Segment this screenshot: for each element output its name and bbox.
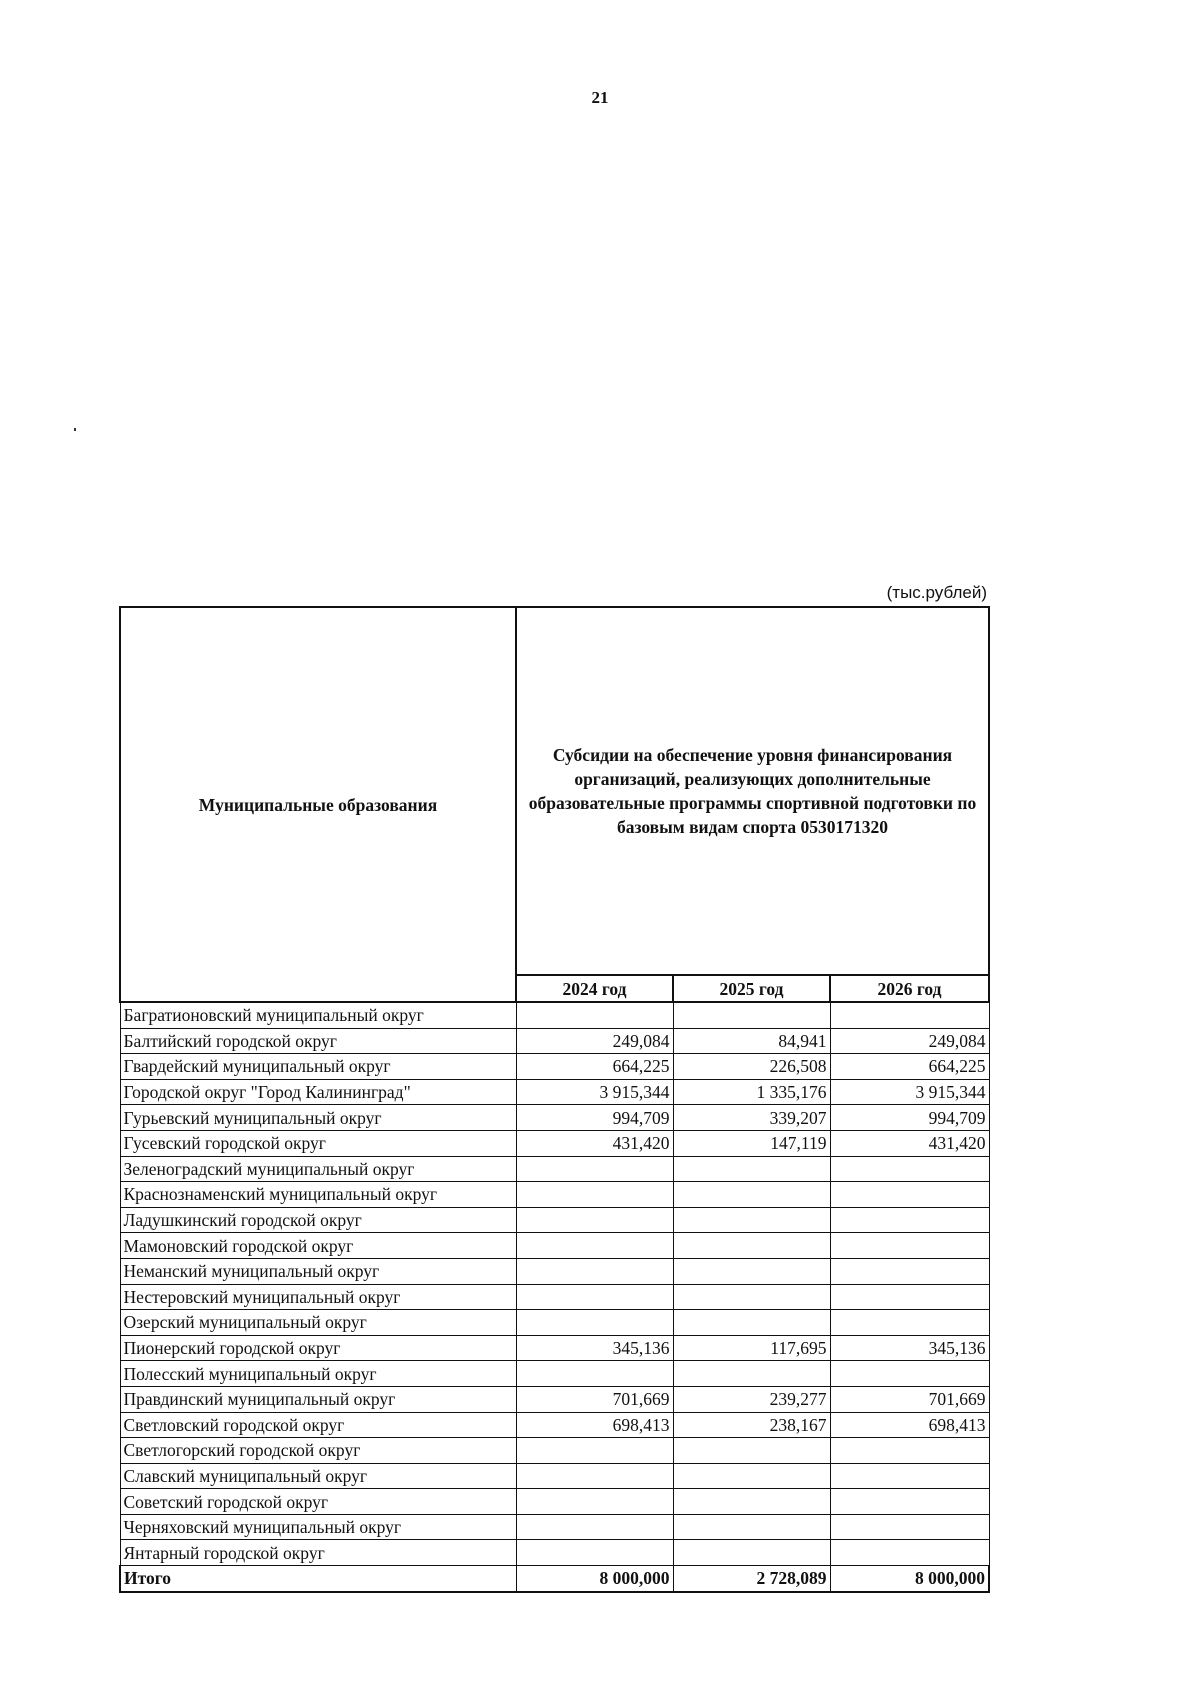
municipality-name: Правдинский муниципальный округ <box>120 1386 516 1412</box>
total-2026: 8 000,000 <box>830 1566 989 1592</box>
value-2025: 239,277 <box>673 1386 830 1412</box>
value-2025 <box>673 1361 830 1387</box>
value-2025: 117,695 <box>673 1335 830 1361</box>
value-2026 <box>830 1233 989 1259</box>
value-2024: 3 915,344 <box>516 1079 673 1105</box>
table-row <box>120 1386 989 1412</box>
value-2026 <box>830 1361 989 1387</box>
table-header <box>120 607 989 1002</box>
municipality-name: Гвардейский муниципальный округ <box>120 1054 516 1080</box>
municipality-name: Гурьевский муниципальный округ <box>120 1105 516 1131</box>
value-2026: 3 915,344 <box>830 1079 989 1105</box>
municipality-name: Озерский муниципальный округ <box>120 1310 516 1336</box>
table-row <box>120 1412 989 1438</box>
municipality-name: Балтийский городской округ <box>120 1028 516 1054</box>
value-2026 <box>830 1310 989 1336</box>
value-2026: 249,084 <box>830 1028 989 1054</box>
header-subsidy-title: Субсидии на обеспечение уровня финансирования организаций, реализующих дополнительные образовательные программы спортивной подготовки по базовым видам спорта 0530171320 <box>516 607 989 975</box>
municipality-name: Янтарный городской округ <box>120 1540 516 1566</box>
value-2025 <box>673 1207 830 1233</box>
value-2025: 226,508 <box>673 1054 830 1080</box>
table-row <box>120 1258 989 1284</box>
total-row <box>120 1566 989 1592</box>
value-2024: 249,084 <box>516 1028 673 1054</box>
value-2025: 147,119 <box>673 1130 830 1156</box>
value-2024 <box>516 1207 673 1233</box>
municipality-name: Багратионовский муниципальный округ <box>120 1002 516 1028</box>
municipality-name: Ладушкинский городской округ <box>120 1207 516 1233</box>
value-2026 <box>830 1182 989 1208</box>
municipality-name: Мамоновский городской округ <box>120 1233 516 1259</box>
value-2026: 431,420 <box>830 1130 989 1156</box>
header-row <box>120 607 989 975</box>
table-row <box>120 1284 989 1310</box>
table-row <box>120 1028 989 1054</box>
value-2026 <box>830 1463 989 1489</box>
value-2026 <box>830 1514 989 1540</box>
value-2024 <box>516 1540 673 1566</box>
municipality-name: Светловский городской округ <box>120 1412 516 1438</box>
value-2024 <box>516 1514 673 1540</box>
value-2025 <box>673 1310 830 1336</box>
value-2025 <box>673 1438 830 1464</box>
year-2024-header: 2024 год <box>516 975 673 1002</box>
table-row <box>120 1310 989 1336</box>
value-2026 <box>830 1258 989 1284</box>
value-2026 <box>830 1207 989 1233</box>
value-2024: 994,709 <box>516 1105 673 1131</box>
scan-speck <box>74 428 76 431</box>
value-2026: 698,413 <box>830 1412 989 1438</box>
table-row <box>120 1463 989 1489</box>
value-2024: 701,669 <box>516 1386 673 1412</box>
value-2024 <box>516 1002 673 1028</box>
value-2025 <box>673 1284 830 1310</box>
value-2025 <box>673 1514 830 1540</box>
value-2026: 664,225 <box>830 1054 989 1080</box>
value-2026: 701,669 <box>830 1386 989 1412</box>
table-body <box>120 1002 989 1566</box>
table-row <box>120 1361 989 1387</box>
value-2026 <box>830 1489 989 1515</box>
units-label: (тыс.рублей) <box>886 583 987 602</box>
value-2024 <box>516 1156 673 1182</box>
table-row <box>120 1438 989 1464</box>
value-2024 <box>516 1489 673 1515</box>
value-2025: 238,167 <box>673 1412 830 1438</box>
municipality-name: Советский городской округ <box>120 1489 516 1515</box>
table-row <box>120 1054 989 1080</box>
value-2026 <box>830 1540 989 1566</box>
municipality-name: Черняховский муниципальный округ <box>120 1514 516 1540</box>
table-footer <box>120 1566 989 1592</box>
value-2025 <box>673 1002 830 1028</box>
year-2026-header: 2026 год <box>830 975 989 1002</box>
municipality-name: Светлогорский городской округ <box>120 1438 516 1464</box>
value-2024: 664,225 <box>516 1054 673 1080</box>
table-row <box>120 1489 989 1515</box>
municipality-name: Нестеровский муниципальный округ <box>120 1284 516 1310</box>
value-2024 <box>516 1310 673 1336</box>
table-row <box>120 1207 989 1233</box>
value-2025: 1 335,176 <box>673 1079 830 1105</box>
municipality-name: Зеленоградский муниципальный округ <box>120 1156 516 1182</box>
municipality-name: Полесский муниципальный округ <box>120 1361 516 1387</box>
year-2025-header: 2025 год <box>673 975 830 1002</box>
value-2025: 84,941 <box>673 1028 830 1054</box>
value-2024 <box>516 1361 673 1387</box>
table-row <box>120 1002 989 1028</box>
value-2025 <box>673 1540 830 1566</box>
page-number: 21 <box>591 88 609 107</box>
total-2025: 2 728,089 <box>673 1566 830 1592</box>
value-2024 <box>516 1463 673 1489</box>
total-label: Итого <box>120 1566 516 1592</box>
value-2026 <box>830 1156 989 1182</box>
value-2025 <box>673 1463 830 1489</box>
value-2026 <box>830 1284 989 1310</box>
header-municipal: Муниципальные образования <box>120 607 516 1002</box>
value-2024: 345,136 <box>516 1335 673 1361</box>
table-row <box>120 1540 989 1566</box>
value-2025 <box>673 1258 830 1284</box>
value-2025 <box>673 1233 830 1259</box>
table-row <box>120 1335 989 1361</box>
municipality-name: Неманский муниципальный округ <box>120 1258 516 1284</box>
total-2024: 8 000,000 <box>516 1566 673 1592</box>
table-row <box>120 1079 989 1105</box>
value-2024: 698,413 <box>516 1412 673 1438</box>
value-2025 <box>673 1182 830 1208</box>
municipality-name: Гусевский городской округ <box>120 1130 516 1156</box>
municipality-name: Городской округ "Город Калининград" <box>120 1079 516 1105</box>
table-row <box>120 1156 989 1182</box>
value-2024 <box>516 1258 673 1284</box>
municipality-name: Краснознаменский муниципальный округ <box>120 1182 516 1208</box>
value-2024 <box>516 1233 673 1259</box>
table-row <box>120 1182 989 1208</box>
municipality-name: Славский муниципальный округ <box>120 1463 516 1489</box>
value-2026 <box>830 1438 989 1464</box>
value-2024: 431,420 <box>516 1130 673 1156</box>
value-2024 <box>516 1284 673 1310</box>
municipality-name: Пионерский городской округ <box>120 1335 516 1361</box>
value-2024 <box>516 1182 673 1208</box>
value-2026: 345,136 <box>830 1335 989 1361</box>
subsidy-table <box>119 606 990 1593</box>
table-row <box>120 1130 989 1156</box>
value-2024 <box>516 1438 673 1464</box>
value-2026: 994,709 <box>830 1105 989 1131</box>
value-2026 <box>830 1002 989 1028</box>
table-row <box>120 1514 989 1540</box>
table-row <box>120 1105 989 1131</box>
table-row <box>120 1233 989 1259</box>
value-2025: 339,207 <box>673 1105 830 1131</box>
value-2025 <box>673 1156 830 1182</box>
value-2025 <box>673 1489 830 1515</box>
